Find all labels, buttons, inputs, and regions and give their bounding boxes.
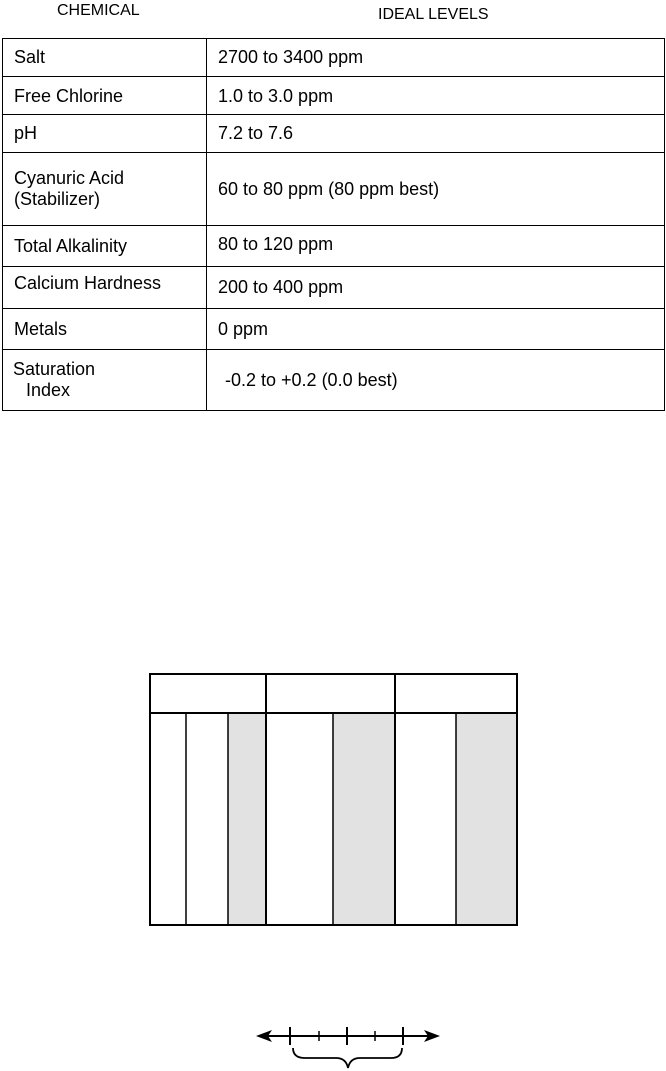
- chemical-name-line-1: Cyanuric Acid: [14, 168, 125, 188]
- ideal-level-value: 1.0 to 3.0 ppm: [218, 86, 334, 106]
- ideal-level-value: 80 to 120 ppm: [218, 233, 334, 254]
- chemical-name-line-2: (Stabilizer): [14, 189, 101, 209]
- range-brace-icon: [293, 1048, 402, 1068]
- chemical-name: Free Chlorine: [14, 86, 124, 106]
- ideal-level-value: 7.2 to 7.6: [218, 123, 294, 143]
- ideal-level-value: -0.2 to +0.2 (0.0 best): [225, 369, 398, 390]
- chemical-name-line-1: Saturation: [13, 359, 96, 379]
- chemical-name-line-2: Index: [26, 380, 71, 400]
- chemical-name: Salt: [14, 47, 46, 67]
- ideal-levels-column-header: IDEAL LEVELS: [378, 6, 489, 23]
- ideal-level-value: 0 ppm: [218, 318, 269, 339]
- ideal-level-value: 2700 to 3400 ppm: [218, 47, 364, 67]
- chemical-name: Calcium Hardness: [14, 273, 162, 293]
- chemical-column-header: CHEMICAL: [57, 2, 140, 19]
- ideal-level-value: 200 to 400 ppm: [218, 277, 344, 297]
- chemical-name: Metals: [14, 318, 68, 339]
- chemical-name: Total Alkalinity: [14, 235, 128, 256]
- ideal-level-value: 60 to 80 ppm (80 ppm best): [218, 178, 440, 199]
- chemical-name: pH: [14, 123, 38, 143]
